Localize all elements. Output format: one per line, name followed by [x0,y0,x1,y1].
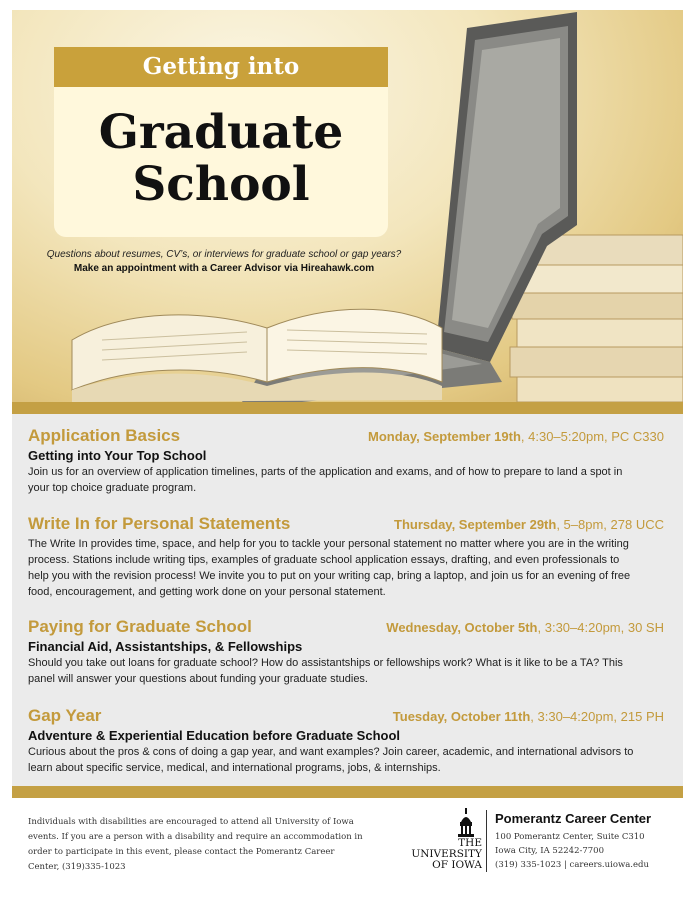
event-details: , 3:30–4:20pm, 215 PH [530,709,664,724]
event-date: Tuesday, October 11th [392,709,531,724]
divider-bar-top [12,402,683,414]
event-title: Write In for Personal Statements [28,514,291,533]
footer-divider [486,810,487,872]
event-body: The Write In provides time, space, and help for you to tackle your personal statement no matter where you are in the writing process. Stations include writing tips, examples of graduate school application essays, drafting, and even professionals to help you with the revision process! We invite you to put on your writing cap, bring a laptop, and join us for an evening of free food, encouragement, and getting work done on your personal statement. [28,538,631,598]
center-name: Pomerantz Career Center [495,811,652,826]
hero-question: Questions about resumes, CV’s, or interviews for graduate school or gap years? [46,249,402,260]
event-body: Should you take out loans for graduate school? How do assistantships or fellowships work? What is it like to be a TA? This panel will answer your questions about funding your graduate studies. [28,657,623,685]
university-wordmark [410,838,482,871]
event-details: , 5–8pm, 278 UCC [556,517,664,532]
event-subtitle: Adventure & Experiential Education before Graduate School [28,728,401,743]
wordmark-line3: OF IOWA [432,859,482,871]
event-subtitle: Getting into Your Top School [28,448,207,463]
wordmark-line2: UNIVERSITY [411,848,482,860]
event-when [368,429,664,444]
event-subtitle: Financial Aid, Assistantships, & Fellowships [28,639,303,654]
wordmark-line1: THE [458,837,482,849]
event-when [393,709,664,724]
event-title: Gap Year [28,706,102,725]
event-when [394,517,664,532]
hero-appointment: Make an appointment with a Career Advisor via Hireahawk.com [73,263,375,274]
title-main-line1: Graduate [98,105,344,160]
title-top: Getting into [54,47,388,87]
title-box [54,87,388,237]
event-title: Application Basics [28,426,181,445]
event-details: , 4:30–5:20pm, PC C330 [520,429,664,444]
accessibility-note: Individuals with disabilities are encouraged to attend all University of Iowa events. If you are a person with a disability and require an accommodation in order to participate in this event, please contact the Pomerantz Career Center, (319)335-1023 [28,817,363,872]
title-main-line2: School [132,157,310,212]
title-main [54,87,388,211]
event-date: Wednesday, October 5th [386,620,538,635]
event-details: , 3:30–4:20pm, 30 SH [537,620,664,635]
event-body: Join us for an overview of application timelines, parts of the application and exams, and of how to prepare to land a spot in your top choice graduate program. [28,466,623,494]
contact-line: (319) 335-1023 | careers.uiowa.edu [495,860,649,870]
event-date: Monday, September 19th [368,429,521,444]
event-when [386,620,664,635]
address-line2: Iowa City, IA 52242-7700 [495,846,604,856]
event-body: Curious about the pros & cons of doing a gap year, and want examples? Join career, academic, and international advisors to learn about specific service, medical, and international programs, jobs, & internships. [28,746,634,774]
divider-bar-bottom [12,786,683,798]
hero-banner [12,10,683,402]
event-date: Thursday, September 29th [394,517,557,532]
address-line1: 100 Pomerantz Center, Suite C310 [495,832,645,842]
event-title: Paying for Graduate School [28,617,252,636]
